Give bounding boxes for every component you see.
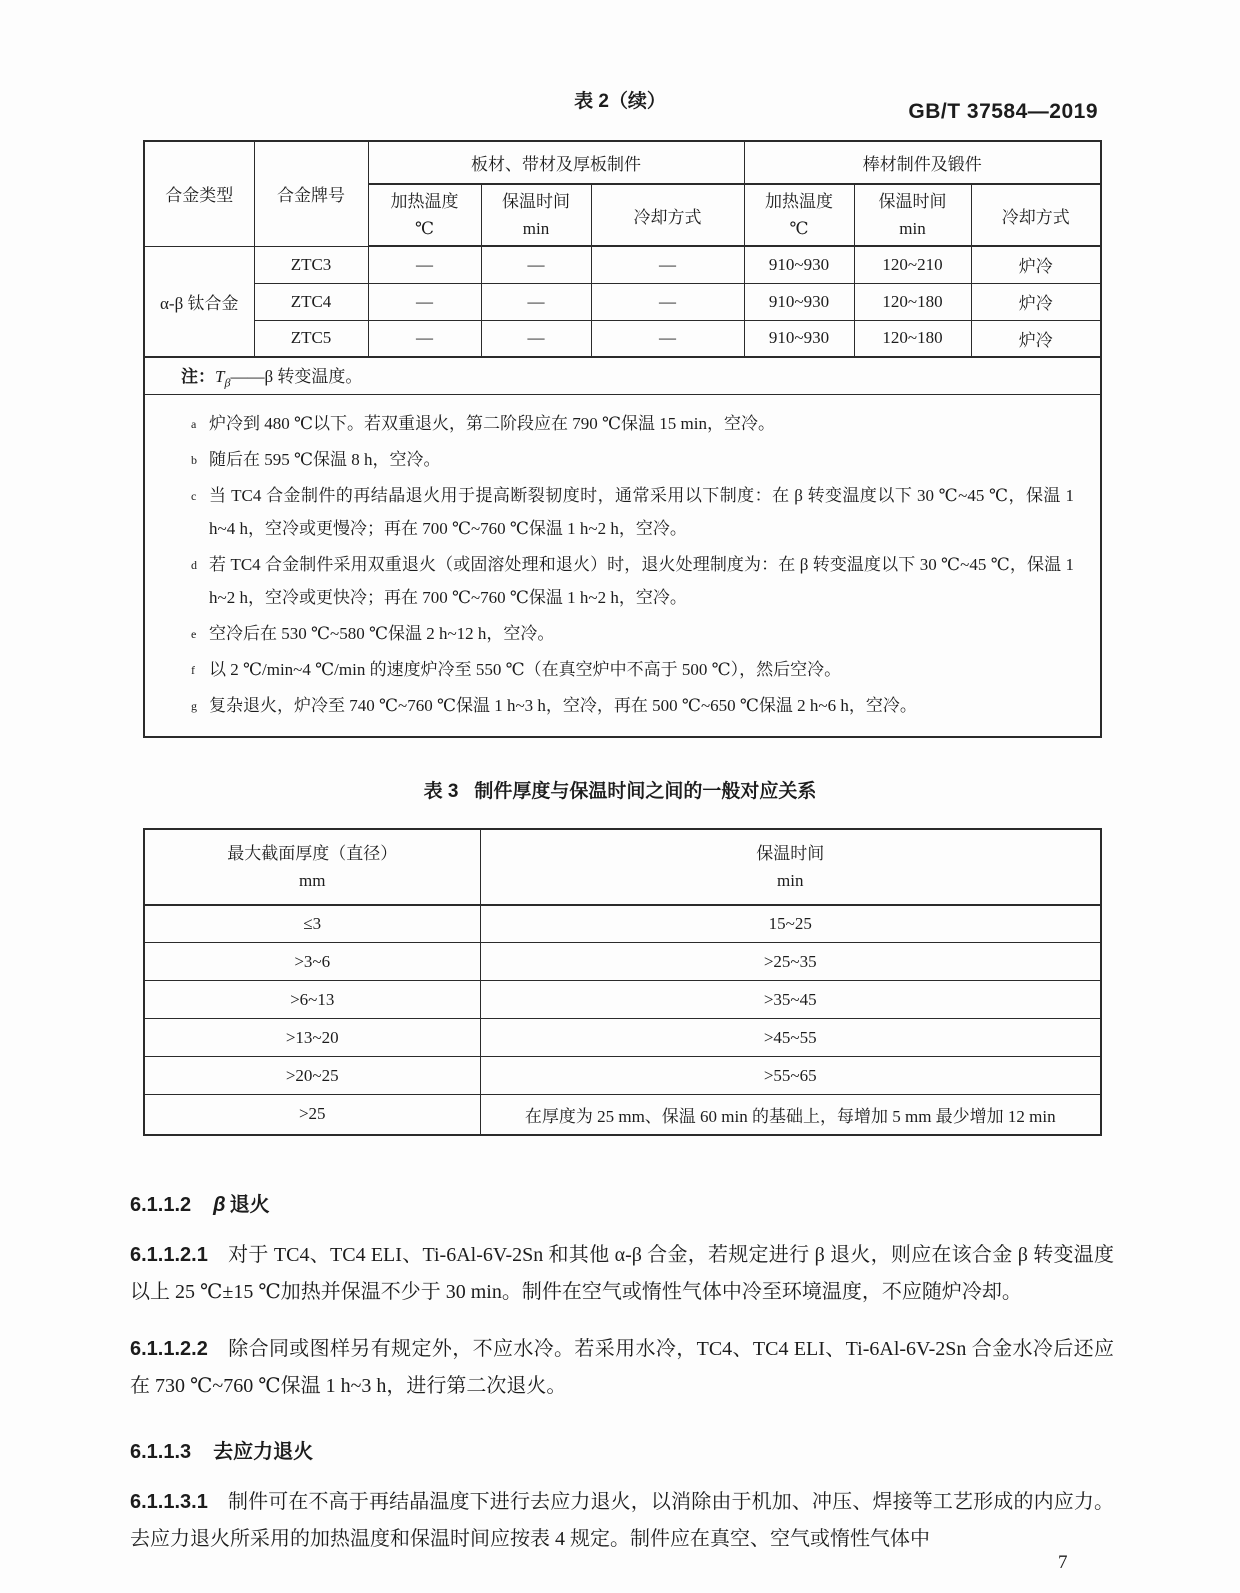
footnote-g <box>145 689 1074 722</box>
table2-annealing <box>143 140 1102 738</box>
plate-temp-cell: — <box>368 320 481 357</box>
footnote-text: 随后在 595 ℃保温 8 h，空冷。 <box>209 449 441 469</box>
clause-number: 6.1.1.2.1 <box>130 1243 208 1266</box>
footnote-text: 空冷后在 530 ℃~580 ℃保温 2 h~12 h，空冷。 <box>209 623 555 643</box>
clause-text: 制件可在不高于再结晶温度下进行去应力退火，以消除由于机加、冲压、焊接等工艺形成的内应力。去应力退火所采用的加热温度和保温时间应按表 4 规定。制件应在真空、空气或惰性气体中 <box>130 1490 1114 1550</box>
note-text: ——β 转变温度。 <box>230 366 363 386</box>
footnote-f <box>145 653 1074 686</box>
table-row <box>144 981 1101 1019</box>
footnote-text: 以 2 ℃/min~4 ℃/min 的速度炉冷至 550 ℃（在真空炉中不高于 500 ℃），然后空冷。 <box>209 659 842 679</box>
bar-temp-cell: 910~930 <box>744 283 854 320</box>
table-row <box>144 1019 1101 1057</box>
time-cell: 在厚度为 25 mm、保温 60 min 的基础上，每增加 5 mm 最少增加 12 min <box>480 1095 1101 1135</box>
col-header-alloy-grade: 合金牌号 <box>254 141 368 246</box>
symbol-t: T <box>215 366 225 386</box>
time-cell: >55~65 <box>480 1057 1101 1095</box>
col-header-thickness <box>144 829 480 905</box>
section-heading-6-1-1-2 <box>130 1188 1114 1217</box>
alloy-type-cell: α-β 钛合金 <box>144 246 254 357</box>
table3-title <box>0 776 1240 803</box>
footnote-marker: e <box>191 626 197 641</box>
bar-time-cell: 120~180 <box>854 320 971 357</box>
bar-cool-cell: 炉冷 <box>971 320 1101 357</box>
label: 加热温度 <box>765 192 834 211</box>
table2-note-row <box>144 357 1101 394</box>
table-row <box>144 1095 1101 1135</box>
unit: ℃ <box>414 219 435 238</box>
plate-time-cell: — <box>481 320 591 357</box>
clause-title: 退火 <box>229 1193 270 1216</box>
label: 加热温度 <box>390 192 459 211</box>
col-header-plate-hold-time <box>481 184 591 246</box>
footnote-d <box>145 548 1074 614</box>
footnote-text: 复杂退火，炉冷至 740 ℃~760 ℃保温 1 h~3 h，空冷，再在 500 ℃~650 ℃保温 2 h~6 h，空冷。 <box>209 695 917 715</box>
thickness-cell: >20~25 <box>144 1057 480 1095</box>
document-number: GB/T 37584—2019 <box>908 100 1098 123</box>
col-header-bar-heat-temp <box>744 184 854 246</box>
thickness-cell: >3~6 <box>144 943 480 981</box>
time-cell: >45~55 <box>480 1019 1101 1057</box>
col-header-bar-hold-time <box>854 184 971 246</box>
bar-temp-cell: 910~930 <box>744 320 854 357</box>
bar-time-cell: 120~180 <box>854 283 971 320</box>
thickness-cell: >6~13 <box>144 981 480 1019</box>
col-group-bar: 棒材制件及锻件 <box>744 141 1101 184</box>
col-header-plate-heat-temp <box>368 184 481 246</box>
section-heading-6-1-1-3 <box>130 1435 1114 1464</box>
clause-6-1-1-3-1 <box>130 1484 1114 1558</box>
footnote-marker: b <box>191 452 197 467</box>
time-cell: 15~25 <box>480 905 1101 943</box>
plate-cool-cell: — <box>591 246 744 283</box>
grade-cell: ZTC3 <box>254 246 368 283</box>
label: 保温时间 <box>502 192 570 211</box>
col-header-holdtime <box>480 829 1101 905</box>
table3-thickness-holdtime <box>143 828 1102 1136</box>
clause-number: 6.1.1.2 <box>130 1193 192 1216</box>
time-cell: >35~45 <box>480 981 1101 1019</box>
table-row-ztc4 <box>144 283 1101 320</box>
footnote-c <box>145 479 1074 545</box>
body-text <box>130 1188 1114 1558</box>
unit: min <box>899 219 926 238</box>
table3-title-number: 表 3 <box>423 780 459 802</box>
plate-temp-cell: — <box>368 283 481 320</box>
unit: min <box>777 870 804 890</box>
thickness-cell: >25 <box>144 1095 480 1135</box>
plate-cool-cell: — <box>591 283 744 320</box>
table-row <box>144 943 1101 981</box>
bar-temp-cell: 910~930 <box>744 246 854 283</box>
plate-time-cell: — <box>481 246 591 283</box>
clause-6-1-1-2-2 <box>130 1331 1114 1405</box>
label: 最大截面厚度（直径） <box>227 843 398 863</box>
plate-temp-cell: — <box>368 246 481 283</box>
page-number: 7 <box>1058 1552 1068 1573</box>
plate-cool-cell: — <box>591 320 744 357</box>
footnote-marker: a <box>191 416 197 431</box>
thickness-cell: >13~20 <box>144 1019 480 1057</box>
footnote-e <box>145 617 1074 650</box>
table3-header-row <box>144 829 1101 905</box>
unit: min <box>522 219 550 238</box>
label: 保温时间 <box>756 843 825 863</box>
footnote-marker: d <box>191 557 197 572</box>
table2-footnotes-row <box>144 394 1101 737</box>
clause-number: 6.1.1.3 <box>130 1440 192 1463</box>
bar-cool-cell: 炉冷 <box>971 283 1101 320</box>
col-header-plate-cooling: 冷却方式 <box>591 184 744 246</box>
symbol-sub-beta: β <box>224 374 231 389</box>
unit: ℃ <box>789 219 809 238</box>
clause-text: 对于 TC4、TC4 ELI、Ti-6Al-6V-2Sn 和其他 α-β 合金，若规定进行 β 退火，则应在该合金 β 转变温度以上 25 ℃±15 ℃加热并保温不少于 30 min。制件在空气或惰性气体中冷至环境温度，不应随炉冷却。 <box>130 1243 1114 1303</box>
thickness-cell: ≤3 <box>144 905 480 943</box>
table-row <box>144 905 1101 943</box>
clause-title: 去应力退火 <box>213 1440 314 1463</box>
footnote-b <box>145 443 1074 476</box>
note-label: 注 <box>181 366 198 386</box>
clause-text: 除合同或图样另有规定外，不应水冷。若采用水冷，TC4、TC4 ELI、Ti-6Al-6V-2Sn 合金水冷后还应在 730 ℃~760 ℃保温 1 h~3 h，进行第二次退火。 <box>130 1337 1114 1397</box>
unit: mm <box>299 870 326 890</box>
table-row-ztc5 <box>144 320 1101 357</box>
footnote-marker: g <box>191 698 197 713</box>
table3-title-text: 制件厚度与保温时间之间的一般对应关系 <box>474 780 817 802</box>
note-colon: ： <box>198 366 215 386</box>
footnote-text: 当 TC4 合金制件的再结晶退火用于提高断裂韧度时，通常采用以下制度：在 β 转变温度以下 30 ℃~45 ℃，保温 1 h~4 h，空冷或更慢冷；再在 700 ℃~760 ℃保温 1 h~2 h，空冷。 <box>209 485 1075 538</box>
time-cell: >25~35 <box>480 943 1101 981</box>
bar-cool-cell: 炉冷 <box>971 246 1101 283</box>
footnote-marker: f <box>191 662 195 677</box>
table2-header-row-1 <box>144 141 1101 184</box>
grade-cell: ZTC4 <box>254 283 368 320</box>
plate-time-cell: — <box>481 283 591 320</box>
col-header-bar-cooling: 冷却方式 <box>971 184 1101 246</box>
beta-symbol: β <box>213 1193 226 1216</box>
footnote-text: 若 TC4 合金制件采用双重退火（或固溶处理和退火）时，退火处理制度为：在 β 转变温度以下 30 ℃~45 ℃，保温 1 h~2 h，空冷或更快冷；再在 700 ℃~760 ℃保温 1 h~2 h，空冷。 <box>209 554 1075 607</box>
footnote-marker: c <box>191 488 197 503</box>
table-row <box>144 1057 1101 1095</box>
bar-time-cell: 120~210 <box>854 246 971 283</box>
table2-title: 表 2（续） <box>574 91 666 112</box>
table-row-ztc3 <box>144 246 1101 283</box>
col-group-plate: 板材、带材及厚板制件 <box>368 141 744 184</box>
note-symbol <box>215 366 231 389</box>
clause-number: 6.1.1.2.2 <box>130 1337 208 1360</box>
clause-number: 6.1.1.3.1 <box>130 1490 208 1513</box>
clause-6-1-1-2-1 <box>130 1237 1114 1311</box>
footnote-text: 炉冷到 480 ℃以下。若双重退火，第二阶段应在 790 ℃保温 15 min，空冷。 <box>209 413 775 433</box>
label: 保温时间 <box>878 192 947 211</box>
footnote-a <box>145 407 1074 440</box>
grade-cell: ZTC5 <box>254 320 368 357</box>
col-header-alloy-type: 合金类型 <box>144 141 254 246</box>
